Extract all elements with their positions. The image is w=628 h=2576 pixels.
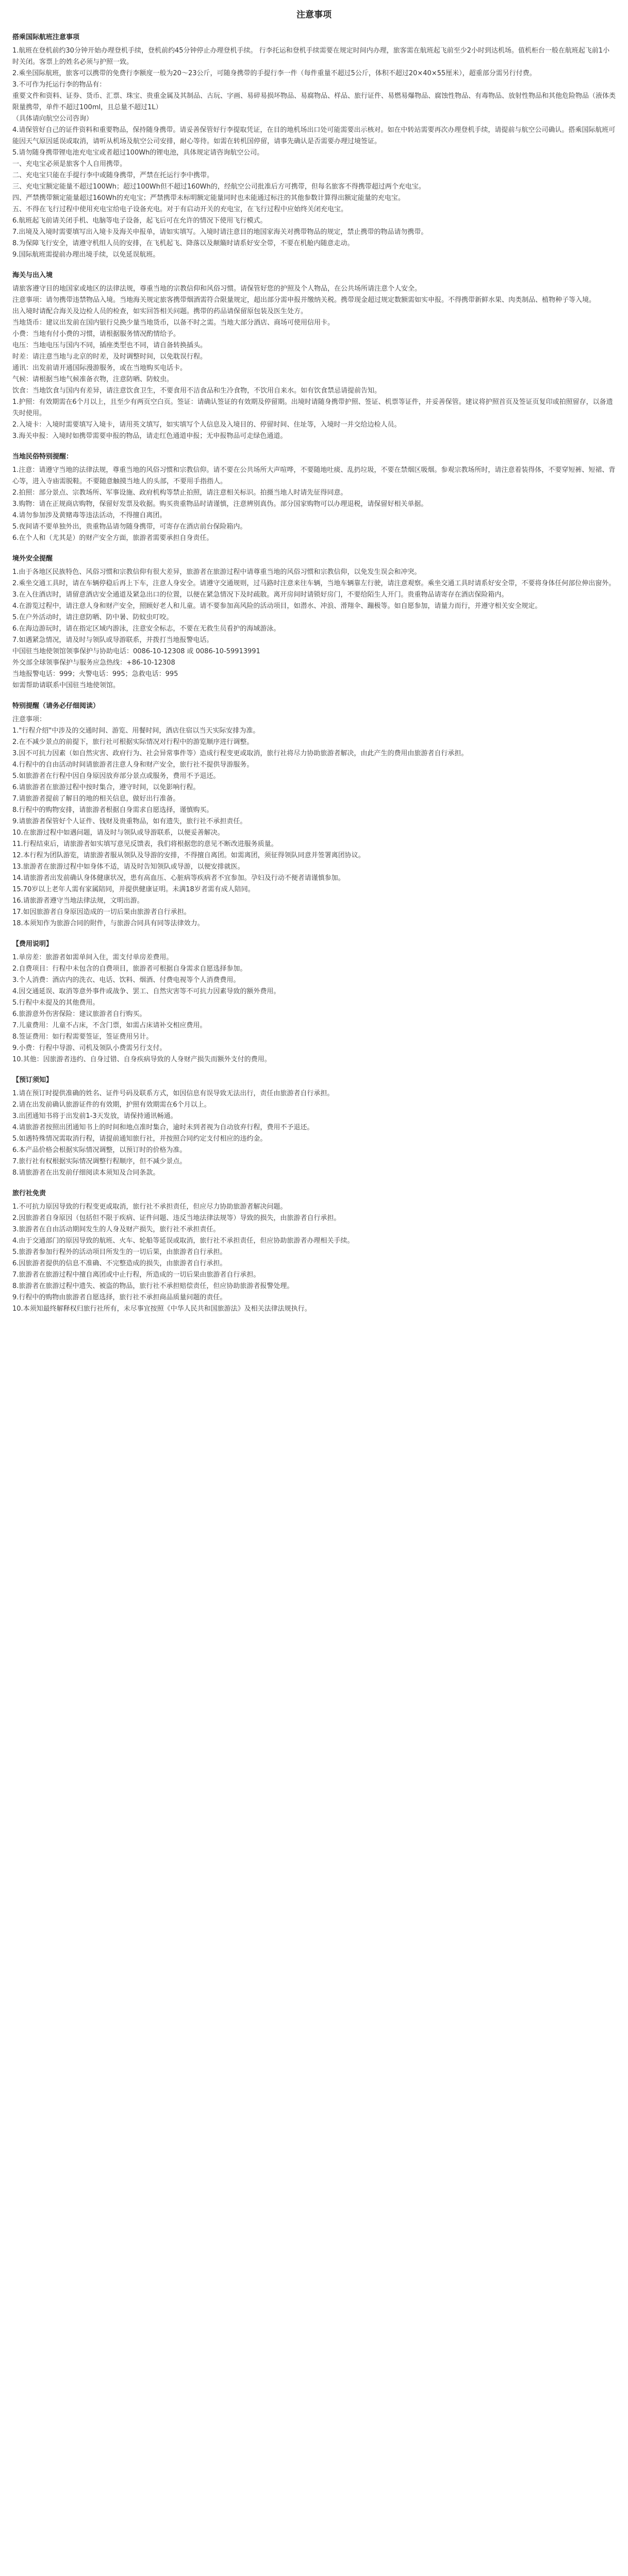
section-line: 14.请旅游者出发前确认身体健康状况，患有高血压、心脏病等疾病者不宜参加。孕妇及行动不便者请谨慎参加。 <box>12 874 345 882</box>
section-line: 7.请旅游者提前了解目的地的相关信息，做好出行准备。 <box>12 795 180 803</box>
section-line: 请旅客遵守目的地国家或地区的法律法规，尊重当地的宗教信仰和风俗习惯。请保管好您的护照及个人物品，在公共场所请注意个人安全。 <box>12 285 422 293</box>
section-line: 10.本须知最终解释权归旅行社所有，未尽事宜按照《中华人民共和国旅游法》及相关法律法规执行。 <box>12 1305 311 1313</box>
section-line: 8.请旅游者在出发前仔细阅读本须知及合同条款。 <box>12 1169 160 1177</box>
section-line: 6.本产品价格会根据实际情况调整，以预订时的价格为准。 <box>12 1146 187 1154</box>
section-heading: 境外安全提醒 <box>12 555 53 563</box>
section-line: 6.请旅游者在旅游过程中按时集合，遵守时间，以免影响行程。 <box>12 784 200 791</box>
section-line: 12.本行程为团队游览，请旅游者服从领队及导游的安排，不得擅自离团。如需离团，须征得领队同意并签署离团协议。 <box>12 852 365 859</box>
section-line: 小费：当地有付小费的习惯，请根据服务情况酌情给予。 <box>12 330 180 338</box>
section-line: 6.在海边游玩时，请在指定区域内游泳，注意安全标志，不要在无救生员看护的海域游泳。 <box>12 625 280 633</box>
section-line: 3.出团通知书将于出发前1-3天发放，请保持通讯畅通。 <box>12 1112 177 1120</box>
section-line: 出入境时请配合海关及边检人员的检查，如实回答相关问题。携带的药品请保留原包装及医生处方。 <box>12 308 308 315</box>
section-line: 时差：请注意当地与北京的时差，及时调整时间，以免耽误行程。 <box>12 353 207 361</box>
section-line: 外交部全球领事保护与服务应急热线：+86-10-12308 <box>12 659 175 667</box>
section-body <box>12 567 616 691</box>
section-line: 4.由于交通部门的原因导致的航班、火车、轮船等延误或取消，旅行社不承担责任，但应协助旅游者办理相关手续。 <box>12 1237 354 1245</box>
section-heading: 特别提醒（请务必仔细阅读） <box>12 702 100 710</box>
section-line: 9.小费：行程中导游、司机及领队小费需另行支付。 <box>12 1044 167 1052</box>
section-line: 7.如遇紧急情况，请及时与领队或导游联系，并拨打当地报警电话。 <box>12 636 213 644</box>
section-body <box>12 283 616 442</box>
section-line: 8.为保障飞行安全，请遵守机组人员的安排，在飞机起飞、降落以及颠簸时请系好安全带，不要在机舱内随意走动。 <box>12 240 354 247</box>
section-line: 6.航班起飞前请关闭手机、电脑等电子设备，起飞后可在允许的情况下使用飞行模式。 <box>12 217 267 225</box>
section-line: 3.旅游者在自由活动期间发生的人身及财产损失，旅行社不承担责任。 <box>12 1226 220 1233</box>
section-body <box>12 45 616 261</box>
section-heading: 【预订须知】 <box>12 1076 53 1084</box>
section-body <box>12 465 616 544</box>
section-line: 五、不得在飞行过程中使用充电宝给电子设备充电。对于有启动开关的充电宝，在飞行过程中应始终关闭充电宝。 <box>12 206 348 213</box>
section-line: 4.行程中的自由活动时间请旅游者注意人身和财产安全，旅行社不提供导游服务。 <box>12 761 254 769</box>
section-line: 中国驻当地使领馆领事保护与协助电话：0086-10-12308 或 0086-10-59913991 <box>12 648 260 655</box>
section-line: 9.请旅游者保管好个人证件、钱财及贵重物品，如有遗失，旅行社不承担责任。 <box>12 818 247 825</box>
section-line: 1.护照：有效期需在6个月以上，且至少有两页空白页。签证：请确认签证的有效期及停留期。出境时请随身携带护照、签证、机票等证件，并妥善保管。建议将护照首页及签证页复印或拍照留存，以备遗失时使用。 <box>12 398 613 417</box>
section-line: 四、严禁携带额定能量超过160Wh的充电宝；严禁携带未标明额定能量同时也未能通过标注的其他参数计算得出额定能量的充电宝。 <box>12 194 405 202</box>
notice-section <box>12 32 616 261</box>
section-heading: 当地民俗特别提醒： <box>12 453 73 461</box>
section-body <box>12 1201 616 1315</box>
section-line: 电压：当地电压与国内不同，插座类型也不同，请自备转换插头。 <box>12 342 207 349</box>
section-line: 3.在入住酒店时，请留意酒店安全通道及紧急出口的位置，以便在紧急情况下及时疏散。离开房间时请锁好房门，不要给陌生人开门。贵重物品请寄存在酒店保险箱内。 <box>12 591 508 599</box>
notice-section <box>12 553 616 691</box>
section-line: 5.请勿随身携带锂电池充电宝或者超过100Wh的锂电池，具体规定请咨询航空公司。 <box>12 149 264 157</box>
section-line: （具体请向航空公司咨询） <box>12 115 93 123</box>
section-line: 1.注意：请遵守当地的法律法规，尊重当地的风俗习惯和宗教信仰。请不要在公共场所大声喧哗，不要随地吐痰、乱扔垃圾，不要在禁烟区吸烟。参观宗教场所时，请注意着装得体，不要穿短裤、短裙、背心等，进入寺庙需脱鞋。不要随意触摸当地人的头部，不要用手指指人。 <box>12 466 616 485</box>
section-line: 2.自费项目：行程中未包含的自费项目，旅游者可根据自身需求自愿选择参加。 <box>12 965 247 973</box>
section-line: 1.航班在登机前约30分钟开始办理登机手续，登机前约45分钟停止办理登机手续。 行李托运和登机手续需要在规定时间内办理，旅客需在航班起飞前至少2小时到达机场。值机柜台一般在航班起飞前1小时关闭。客票上的姓名必须与护照一致。 <box>12 47 610 66</box>
section-line: 4.因交通延误、取消等意外事件或战争、罢工、自然灾害等不可抗力因素导致的额外费用。 <box>12 988 280 995</box>
section-line: 2.因旅游者自身原因（包括但不限于疾病、证件问题、违反当地法律法规等）导致的损失，由旅游者自行承担。 <box>12 1214 341 1222</box>
section-line: 8.签证费用：如行程需要签证，签证费用另计。 <box>12 1033 153 1041</box>
section-line: 11.行程结束后，请旅游者如实填写意见反馈表，我们将根据您的意见不断改进服务质量。 <box>12 840 278 848</box>
section-line: 7.儿童费用：儿童不占床，不含门票，如需占床请补交相应费用。 <box>12 1022 207 1029</box>
section-line: 13.旅游者在旅游过程中如身体不适，请及时告知领队或导游，以便安排就医。 <box>12 863 244 871</box>
section-line: 7.出境及入境时需要填写出入境卡及海关申报单，请如实填写。入境时请注意目的地国家海关对携带物品的规定，禁止携带的物品请勿携带。 <box>12 228 428 236</box>
notice-sections <box>12 32 616 1315</box>
section-line: 3.购物：请在正规商店购物，保留好发票及收据。购买贵重物品时请谨慎，注意辨别真伪。部分国家购物可以办理退税，请保留好相关单据。 <box>12 500 428 508</box>
section-line: 2.入境卡：入境时需要填写入境卡，请用英文填写，如实填写个人信息及入境目的、停留时间、住址等，入境时一并交给边检人员。 <box>12 421 401 429</box>
section-line: 1.由于各地区民族特色、风俗习惯和宗教信仰有很大差异，旅游者在旅游过程中请尊重当地的风俗习惯和宗教信仰，以免发生误会和冲突。 <box>12 568 421 576</box>
section-line: 5.夜间请不要单独外出，贵重物品请勿随身携带，可寄存在酒店前台保险箱内。 <box>12 523 247 531</box>
section-heading: 海关与出入境 <box>12 272 53 279</box>
section-line: 4.在游览过程中，请注意人身和财产安全，照顾好老人和儿童。请不要参加高风险的活动项目，如潜水、冲浪、滑翔伞、蹦极等。如自愿参加，请量力而行，并遵守相关安全规定。 <box>12 602 542 610</box>
section-line: 当地货币：建议出发前在国内银行兑换少量当地货币，以备不时之需。当地大部分酒店、商场可使用信用卡。 <box>12 319 335 327</box>
section-line: 5.行程中未提及的其他费用。 <box>12 999 100 1007</box>
section-line: 5.在户外活动时，请注意防晒、防中暑、防蚊虫叮咬。 <box>12 614 173 621</box>
notice-section <box>12 701 616 929</box>
section-line: 4.请勿参加涉及黄赌毒等违法活动，不得擅自离团。 <box>12 512 167 519</box>
section-line: 通讯：出发前请开通国际漫游服务，或在当地购买电话卡。 <box>12 364 187 372</box>
section-line: 6.因旅游者提供的信息不准确、不完整造成的损失，由旅游者自行承担。 <box>12 1260 227 1267</box>
section-line: 10.其他：因旅游者违约、自身过错、自身疾病导致的人身财产损失而额外支付的费用。 <box>12 1056 271 1063</box>
section-line: 2.请在出发前确认旅游证件的有效期，护照有效期需在6个月以上。 <box>12 1101 211 1109</box>
section-line: 1.不可抗力原因导致的行程变更或取消，旅行社不承担责任，但应尽力协助旅游者解决问题。 <box>12 1203 287 1211</box>
section-line: 二、充电宝只能在手提行李中或随身携带，严禁在托运行李中携带。 <box>12 172 214 179</box>
section-line: 9.国际航班需提前办理出境手续，以免延误航班。 <box>12 251 160 259</box>
section-line: 4.请保管好自己的证件资料和重要物品，保持随身携带。请妥善保管好行李提取凭证，在目的地机场出口处可能需要出示核对。如在中转站需要再次办理登机手续，请提前与航空公司确认。搭乘国际航班可能因天气原因延误或取消，请听从机场及航空公司安排，耐心等待。如需在转机国停留，请事先确认是否需要办理过境签证。 <box>12 126 616 145</box>
section-body <box>12 714 616 929</box>
notice-section <box>12 1075 616 1179</box>
section-line: 15.70岁以上老年人需有家属陪同，并提供健康证明。未满18岁者需有成人陪同。 <box>12 886 255 893</box>
section-heading: 【费用说明】 <box>12 940 53 948</box>
section-heading: 搭乘国际航班注意事项 <box>12 33 80 41</box>
section-line: 如需帮助请联系中国驻当地使领馆。 <box>12 682 120 689</box>
section-line: 16.请旅游者遵守当地法律法规，文明出游。 <box>12 897 144 905</box>
section-line: 8.旅游者在旅游过程中遗失、被盗的物品，旅行社不承担赔偿责任，但应协助旅游者报警处理。 <box>12 1282 294 1290</box>
section-line: 3.不可作为托运行李的物品有： <box>12 81 106 89</box>
section-line: 气候：请根据当地气候准备衣物，注意防晒、防蚊虫。 <box>12 376 174 383</box>
section-line: 1.单房差：旅游者如需单间入住，需支付单房差费用。 <box>12 954 173 961</box>
section-line: 注意事项：请勿携带违禁物品入境。当地海关规定旅客携带烟酒需符合限量规定，超出部分需申报并缴纳关税。携带现金超过规定数额需如实申报。不得携带新鲜水果、肉类制品、植物种子等入境。 <box>12 296 596 304</box>
section-line: 当地报警电话：999；火警电话：995；急救电话：995 <box>12 670 178 678</box>
section-line: 17.如因旅游者自身原因造成的一切后果由旅游者自行承担。 <box>12 908 191 916</box>
notice-section <box>12 939 616 1065</box>
section-line: 2.拍照：部分景点、宗教场所、军事设施、政府机构等禁止拍照，请注意相关标识。拍摄当地人时请先征得同意。 <box>12 489 348 497</box>
section-line: 三、充电宝额定能量不超过100Wh；超过100Wh但不超过160Wh的，经航空公司批准后方可携带，但每名旅客不得携带超过两个充电宝。 <box>12 183 425 191</box>
section-line: 3.海关申报：入境时如携带需要申报的物品，请走红色通道申报；无申报物品可走绿色通道。 <box>12 432 287 440</box>
notice-section <box>12 451 616 544</box>
section-line: 重要文件和资料、证券、货币、汇票、珠宝、贵重金属及其制品、古玩、字画、易碎易损坏物品、易腐物品、样品、旅行证件、易燃易爆物品、腐蚀性物品、有毒物品、放射性物品和其他危险物品（液体类限量携带，单件不超过100ml，且总量不超过1L） <box>12 92 616 111</box>
section-line: 6.旅游意外伤害保险：建议旅游者自行购买。 <box>12 1010 146 1018</box>
section-line: 7.旅行社有权根据实际情况调整行程顺序，但不减少景点。 <box>12 1158 187 1165</box>
section-line: 2.乘坐交通工具时，请在车辆停稳后再上下车，注意人身安全。请遵守交通规则，过马路时注意来往车辆，当地车辆靠左行驶，请注意观察。乘坐交通工具时请系好安全带，不要将身体任何部位伸出窗外。 <box>12 580 616 587</box>
section-line: 注意事项： <box>12 716 46 723</box>
section-body <box>12 1088 616 1179</box>
section-line: 9.行程中的购物由旅游者自愿选择，旅行社不承担商品质量问题的责任。 <box>12 1294 227 1301</box>
section-line: 5.旅游者参加行程外的活动项目所发生的一切后果，由旅游者自行承担。 <box>12 1248 227 1256</box>
section-line: 5.如旅游者在行程中因自身原因放弃部分景点或服务，费用不予退还。 <box>12 772 220 780</box>
section-line: 2.乘坐国际航班，旅客可以携带的免费行李额度一般为20～23公斤，可随身携带的手提行李一件（每件重量不超过5公斤，体积不超过20×40×55厘米），超重部分需另行付费。 <box>12 70 536 77</box>
section-line: 10.在旅游过程中如遇问题，请及时与领队或导游联系，以便妥善解决。 <box>12 829 224 837</box>
section-heading: 旅行社免责 <box>12 1190 46 1197</box>
section-line: 一、充电宝必须是旅客个人自用携带。 <box>12 160 127 168</box>
section-line: 4.请旅游者按照出团通知书上的时间和地点准时集合，逾时未到者视为自动放弃行程，费用不予退还。 <box>12 1124 314 1131</box>
section-line: 5.如遇特殊情况需取消行程，请提前通知旅行社，并按照合同约定支付相应的违约金。 <box>12 1135 267 1143</box>
section-line: 2.在不减少景点的前提下，旅行社可根据实际情况对行程中的游览顺序进行调整。 <box>12 738 254 746</box>
section-line: 3.个人消费：酒店内的洗衣、电话、饮料、烟酒、付费电视等个人消费费用。 <box>12 976 240 984</box>
notice-section <box>12 270 616 442</box>
page-title: 注意事项 <box>296 10 332 20</box>
section-body <box>12 952 616 1065</box>
section-line: 3.因不可抗力因素（如自然灾害、政府行为、社会异常事件等）造成行程变更或取消，旅行社将尽力协助旅游者解决，由此产生的费用由旅游者自行承担。 <box>12 750 468 757</box>
section-line: 1."行程介绍"中涉及的交通时间、游览、用餐时间，酒店住宿以当天实际安排为准。 <box>12 727 260 735</box>
section-line: 18.本须知作为旅游合同的附件，与旅游合同具有同等法律效力。 <box>12 920 204 927</box>
section-line: 6.在个人和（尤其是）的财产安全方面，旅游者需要承担自身责任。 <box>12 534 213 542</box>
notice-section <box>12 1188 616 1315</box>
section-line: 饮食：当地饮食与国内有差异，请注意饮食卫生，不要食用不洁食品和生冷食物，不饮用自来水。如有饮食禁忌请提前告知。 <box>12 387 382 395</box>
section-line: 8.行程中的购物安排，请旅游者根据自身需求自愿选择，谨慎购买。 <box>12 806 213 814</box>
section-line: 7.旅游者在旅游过程中擅自离团或中止行程，所造成的一切后果由旅游者自行承担。 <box>12 1271 260 1279</box>
section-line: 1.请在预订时提供准确的姓名、证件号码及联系方式，如因信息有误导致无法出行，责任由旅游者自行承担。 <box>12 1090 334 1097</box>
